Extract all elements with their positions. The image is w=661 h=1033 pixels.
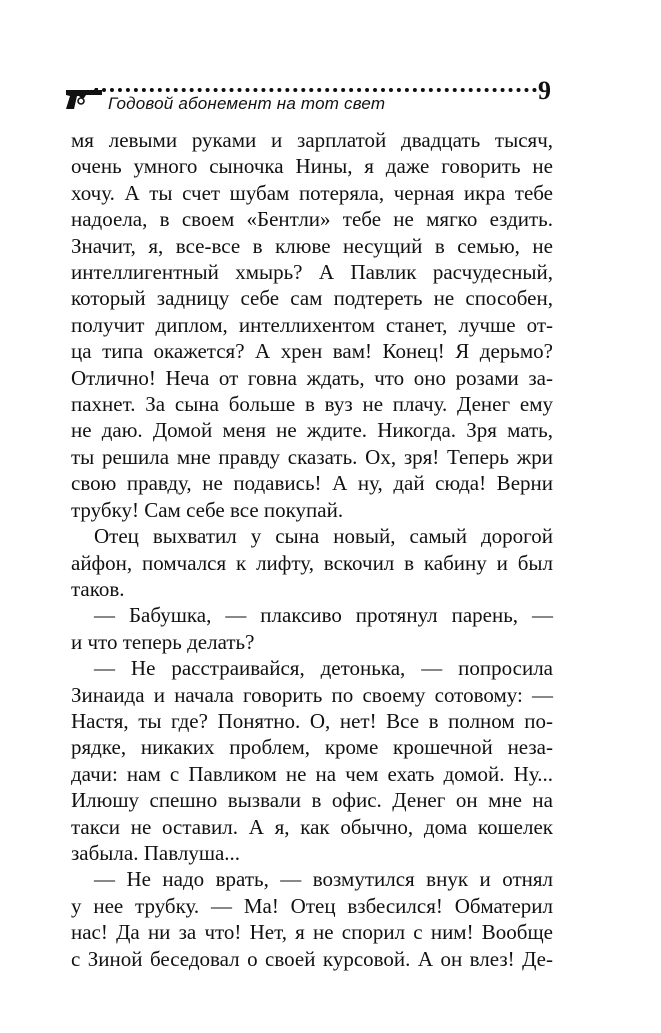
text-line: — Не надо врать, — возмутился внук и отнял [94, 867, 553, 892]
text-line: с Зиной беседовал о своей курсовой. А он влез! Де- [71, 946, 553, 971]
text-line: Илюшу спешно вызвали в офис. Денег он мне на [71, 788, 553, 813]
text-line: и что теперь делать? [71, 629, 255, 654]
text-line: нас! Да ни за что! Нет, я не спорил с ним! Вообще [71, 920, 553, 945]
text-line: айфон, помчался к лифту, вскочил в кабину и был [71, 550, 553, 575]
text-line: хочу. А ты счет шубам потеряла, черная икра тебе [71, 180, 553, 205]
text-line: таков. [71, 576, 125, 601]
text-line: который задницу себе сам подтереть не способен, [71, 286, 553, 311]
text-line: — Бабушка, — плаксиво протянул парень, — [94, 603, 553, 628]
page-header [64, 76, 564, 116]
page-number: 9 [538, 76, 551, 105]
body-text [71, 127, 553, 972]
text-line: Отлично! Неча от говна ждать, что оно розами за- [71, 365, 553, 390]
running-title: Годовой абонемент на тот свет [108, 94, 386, 113]
text-line: рядке, никаких проблем, кроме крошечной неза- [71, 735, 553, 760]
text-line: — Не расстраивайся, детонька, — попросила [94, 656, 553, 681]
text-line: интеллигентный хмырь? А Павлик расчудесный, [71, 260, 553, 285]
text-line: Значит, я, все-все в клюве несущий в семью, не [71, 233, 553, 258]
text-line: трубку! Сам себе все покупай. [71, 497, 344, 522]
text-line: мя левыми руками и зарплатой двадцать тысяч, [71, 128, 553, 152]
header-dotted-rule [102, 88, 537, 92]
text-line: пахнет. За сына больше в вуз не плачу. Денег ему [71, 392, 553, 417]
text-line: ты решила мне правду сказать. Ох, зря! Теперь жри [71, 444, 553, 469]
text-line: ца типа окажется? А хрен вам! Конец! Я дерьмо? [71, 339, 553, 364]
text-line: свою правду, не подавись! А ну, дай сюда! Верни [71, 471, 553, 496]
text-line: дачи: нам с Павликом не на чем ехать домой. Ну... [71, 761, 553, 786]
text-line: очень умного сыночка Нины, я даже говорить не [71, 154, 553, 179]
text-line: Зинаида и начала говорить по своему сотовому: — [71, 682, 553, 707]
text-line: Настя, ты где? Понятно. О, нет! Все в полном по- [71, 708, 553, 733]
text-line: у нее трубку. — Ма! Отец взбесился! Обматерил [71, 893, 553, 918]
text-line: Отец выхватил у сына новый, самый дорогой [94, 524, 553, 549]
text-line: такси не оставил. А я, как обычно, дома кошелек [71, 814, 553, 839]
text-line: забыла. Павлуша... [71, 840, 241, 865]
revolver-icon [64, 86, 104, 112]
text-line: надоела, в своем «Бентли» тебе не мягко ездить. [71, 207, 553, 232]
text-line: получит диплом, интеллихентом станет, лучше от- [71, 312, 553, 337]
text-line: не даю. Домой меня не ждите. Никогда. Зря мать, [71, 418, 553, 443]
